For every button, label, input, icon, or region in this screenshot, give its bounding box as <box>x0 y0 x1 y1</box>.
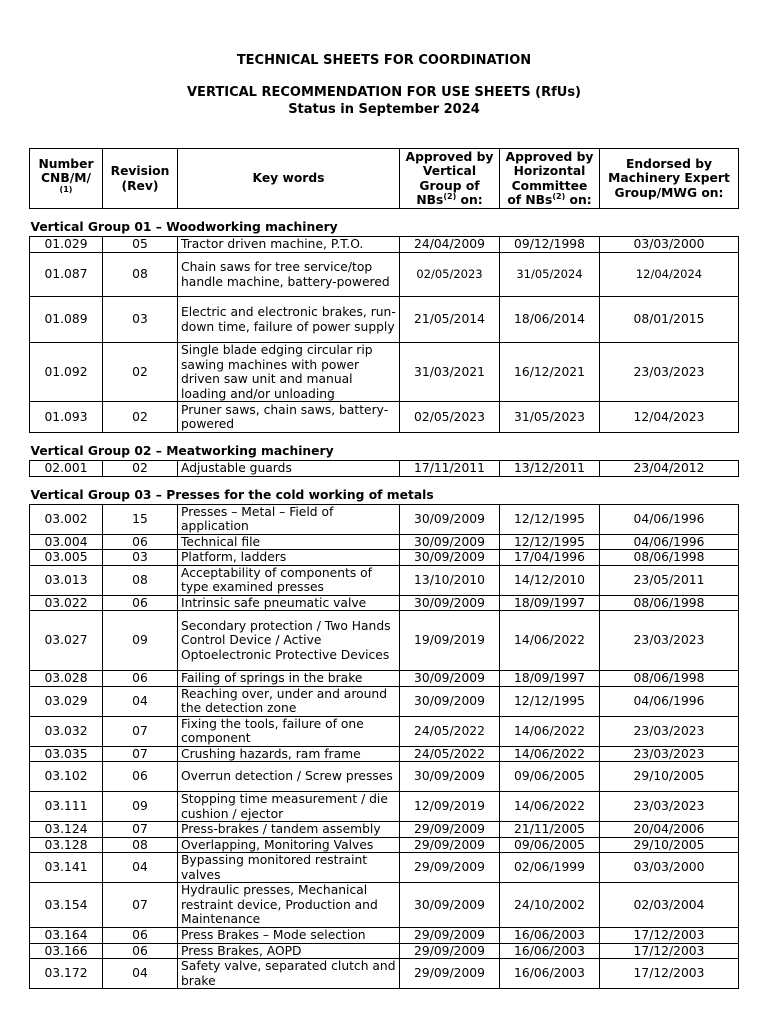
cell-approved-vertical: 24/04/2009 <box>400 237 500 253</box>
rfu-table <box>29 148 739 989</box>
cell-approved-horizontal: 14/06/2022 <box>500 611 600 671</box>
cell-revision: 07 <box>103 822 178 838</box>
cell-number: 01.092 <box>30 343 103 402</box>
table-row <box>30 461 739 477</box>
cell-endorsed: 04/06/1996 <box>600 534 739 550</box>
header-keywords: Key words <box>178 149 400 209</box>
table-body <box>30 209 739 989</box>
cell-approved-horizontal: 18/09/1997 <box>500 671 600 687</box>
cell-number: 03.164 <box>30 928 103 944</box>
cell-number: 03.022 <box>30 595 103 611</box>
header-approved-vertical <box>400 149 500 209</box>
cell-revision: 06 <box>103 943 178 959</box>
table-row <box>30 792 739 822</box>
cell-approved-vertical: 29/09/2009 <box>400 959 500 989</box>
cell-endorsed: 08/06/1998 <box>600 550 739 566</box>
cell-endorsed: 04/06/1996 <box>600 504 739 534</box>
table-row <box>30 686 739 716</box>
cell-revision: 07 <box>103 716 178 746</box>
cell-keywords: Chain saws for tree service/top handle machine, battery-powered <box>178 253 400 297</box>
cell-keywords: Intrinsic safe pneumatic valve <box>178 595 400 611</box>
table-row <box>30 297 739 343</box>
cell-number: 03.124 <box>30 822 103 838</box>
cell-endorsed: 23/03/2023 <box>600 746 739 762</box>
cell-approved-vertical: 30/09/2009 <box>400 595 500 611</box>
cell-revision: 06 <box>103 534 178 550</box>
header-number <box>30 149 103 209</box>
group-header-row <box>30 476 739 504</box>
header-revision: Revision (Rev) <box>103 149 178 209</box>
table-row <box>30 237 739 253</box>
cell-keywords: Failing of springs in the brake <box>178 671 400 687</box>
cell-endorsed: 03/03/2000 <box>600 237 739 253</box>
cell-number: 03.013 <box>30 565 103 595</box>
cell-revision: 09 <box>103 611 178 671</box>
cell-revision: 06 <box>103 671 178 687</box>
cell-keywords: Single blade edging circular rip sawing machines with power driven saw unit and manual loading and/or unloading <box>178 343 400 402</box>
cell-number: 01.029 <box>30 237 103 253</box>
cell-revision: 03 <box>103 550 178 566</box>
cell-approved-vertical: 24/05/2022 <box>400 746 500 762</box>
cell-keywords: Hydraulic presses, Mechanical restraint device, Production and Maintenance <box>178 883 400 928</box>
table-row <box>30 928 739 944</box>
table-row <box>30 746 739 762</box>
cell-approved-horizontal: 16/06/2003 <box>500 943 600 959</box>
table-row <box>30 595 739 611</box>
cell-number: 02.001 <box>30 461 103 477</box>
cell-approved-horizontal: 24/10/2002 <box>500 883 600 928</box>
table-row <box>30 611 739 671</box>
cell-keywords: Presses – Metal – Field of application <box>178 504 400 534</box>
cell-endorsed: 12/04/2023 <box>600 402 739 433</box>
header-endorsed: Endorsed by Machinery Expert Group/MWG on: <box>600 149 739 209</box>
cell-endorsed: 08/06/1998 <box>600 671 739 687</box>
cell-approved-vertical: 17/11/2011 <box>400 461 500 477</box>
header-approved-vertical-note: (2) <box>443 191 457 201</box>
cell-approved-vertical: 13/10/2010 <box>400 565 500 595</box>
cell-endorsed: 29/10/2005 <box>600 837 739 853</box>
cell-approved-horizontal: 14/06/2022 <box>500 792 600 822</box>
cell-number: 01.093 <box>30 402 103 433</box>
group-title: Vertical Group 03 – Presses for the cold working of metals <box>30 476 739 504</box>
header-approved-horizontal-note: (2) <box>552 191 566 201</box>
cell-keywords: Tractor driven machine, P.T.O. <box>178 237 400 253</box>
cell-approved-horizontal: 16/12/2021 <box>500 343 600 402</box>
cell-approved-horizontal: 12/12/1995 <box>500 504 600 534</box>
cell-keywords: Secondary protection / Two Hands Control Device / Active Optoelectronic Protective Devices <box>178 611 400 671</box>
header-approved-vertical-text: Approved by Vertical Group of NBs <box>405 149 494 207</box>
cell-number: 03.002 <box>30 504 103 534</box>
cell-revision: 06 <box>103 762 178 792</box>
table-row <box>30 853 739 883</box>
table-row <box>30 822 739 838</box>
document-status: Status in September 2024 <box>288 102 480 117</box>
cell-approved-vertical: 30/09/2009 <box>400 504 500 534</box>
header-approved-horizontal <box>500 149 600 209</box>
cell-approved-vertical: 30/09/2009 <box>400 550 500 566</box>
cell-approved-vertical: 29/09/2009 <box>400 943 500 959</box>
cell-number: 03.028 <box>30 671 103 687</box>
cell-endorsed: 03/03/2000 <box>600 853 739 883</box>
cell-approved-vertical: 30/09/2009 <box>400 671 500 687</box>
table-row <box>30 837 739 853</box>
header-number-line1: Number <box>38 156 94 171</box>
cell-approved-horizontal: 13/12/2011 <box>500 461 600 477</box>
cell-approved-horizontal: 09/06/2005 <box>500 762 600 792</box>
group-title: Vertical Group 02 – Meatworking machinery <box>30 433 739 461</box>
cell-approved-horizontal: 14/06/2022 <box>500 716 600 746</box>
cell-revision: 04 <box>103 853 178 883</box>
table-row <box>30 550 739 566</box>
header-approved-vertical-suffix: on: <box>456 193 483 207</box>
cell-approved-horizontal: 14/12/2010 <box>500 565 600 595</box>
cell-approved-horizontal: 02/06/1999 <box>500 853 600 883</box>
cell-approved-horizontal: 18/09/1997 <box>500 595 600 611</box>
table-row <box>30 716 739 746</box>
cell-approved-horizontal: 09/12/1998 <box>500 237 600 253</box>
cell-approved-horizontal: 09/06/2005 <box>500 837 600 853</box>
cell-approved-vertical: 29/09/2009 <box>400 853 500 883</box>
cell-endorsed: 08/06/1998 <box>600 595 739 611</box>
group-header-row <box>30 433 739 461</box>
cell-endorsed: 23/03/2023 <box>600 792 739 822</box>
cell-number: 03.004 <box>30 534 103 550</box>
cell-endorsed: 23/05/2011 <box>600 565 739 595</box>
cell-revision: 05 <box>103 237 178 253</box>
cell-approved-horizontal: 31/05/2024 <box>500 253 600 297</box>
cell-approved-horizontal: 21/11/2005 <box>500 822 600 838</box>
table-row <box>30 534 739 550</box>
cell-number: 03.141 <box>30 853 103 883</box>
cell-approved-vertical: 30/09/2009 <box>400 762 500 792</box>
cell-revision: 03 <box>103 297 178 343</box>
table-row <box>30 565 739 595</box>
cell-revision: 02 <box>103 343 178 402</box>
cell-endorsed: 04/06/1996 <box>600 686 739 716</box>
table-row <box>30 671 739 687</box>
document-subtitle: VERTICAL RECOMMENDATION FOR USE SHEETS (RfUs) <box>187 85 581 100</box>
cell-approved-vertical: 29/09/2009 <box>400 928 500 944</box>
cell-number: 03.035 <box>30 746 103 762</box>
cell-number: 03.111 <box>30 792 103 822</box>
table-row <box>30 253 739 297</box>
cell-keywords: Press Brakes, AOPD <box>178 943 400 959</box>
cell-endorsed: 23/03/2023 <box>600 343 739 402</box>
cell-endorsed: 23/03/2023 <box>600 611 739 671</box>
cell-keywords: Acceptability of components of type examined presses <box>178 565 400 595</box>
cell-number: 03.166 <box>30 943 103 959</box>
cell-revision: 08 <box>103 253 178 297</box>
table-row <box>30 504 739 534</box>
cell-number: 01.087 <box>30 253 103 297</box>
cell-keywords: Pruner saws, chain saws, battery-powered <box>178 402 400 433</box>
cell-approved-vertical: 31/03/2021 <box>400 343 500 402</box>
cell-approved-vertical: 02/05/2023 <box>400 402 500 433</box>
cell-number: 03.172 <box>30 959 103 989</box>
cell-approved-vertical: 12/09/2019 <box>400 792 500 822</box>
cell-endorsed: 02/03/2004 <box>600 883 739 928</box>
table-row <box>30 343 739 402</box>
cell-endorsed: 17/12/2003 <box>600 959 739 989</box>
cell-approved-vertical: 19/09/2019 <box>400 611 500 671</box>
cell-approved-vertical: 30/09/2009 <box>400 686 500 716</box>
cell-keywords: Crushing hazards, ram frame <box>178 746 400 762</box>
cell-number: 03.029 <box>30 686 103 716</box>
cell-endorsed: 08/01/2015 <box>600 297 739 343</box>
table-row <box>30 762 739 792</box>
table-row <box>30 402 739 433</box>
cell-number: 03.128 <box>30 837 103 853</box>
cell-keywords: Adjustable guards <box>178 461 400 477</box>
header-row <box>30 149 739 209</box>
cell-revision: 02 <box>103 402 178 433</box>
cell-keywords: Platform, ladders <box>178 550 400 566</box>
cell-keywords: Electric and electronic brakes, run-down time, failure of power supply <box>178 297 400 343</box>
cell-revision: 04 <box>103 959 178 989</box>
cell-endorsed: 12/04/2024 <box>600 253 739 297</box>
cell-revision: 07 <box>103 883 178 928</box>
cell-number: 03.102 <box>30 762 103 792</box>
cell-approved-horizontal: 17/04/1996 <box>500 550 600 566</box>
cell-endorsed: 29/10/2005 <box>600 762 739 792</box>
cell-number: 03.005 <box>30 550 103 566</box>
cell-approved-horizontal: 14/06/2022 <box>500 746 600 762</box>
cell-keywords: Press-brakes / tandem assembly <box>178 822 400 838</box>
cell-approved-horizontal: 31/05/2023 <box>500 402 600 433</box>
cell-approved-vertical: 30/09/2009 <box>400 534 500 550</box>
cell-endorsed: 17/12/2003 <box>600 943 739 959</box>
cell-approved-vertical: 30/09/2009 <box>400 883 500 928</box>
cell-revision: 06 <box>103 928 178 944</box>
cell-number: 01.089 <box>30 297 103 343</box>
cell-approved-horizontal: 16/06/2003 <box>500 928 600 944</box>
cell-endorsed: 23/04/2012 <box>600 461 739 477</box>
title-block <box>0 52 768 118</box>
cell-keywords: Overrun detection / Screw presses <box>178 762 400 792</box>
cell-endorsed: 23/03/2023 <box>600 716 739 746</box>
cell-approved-horizontal: 12/12/1995 <box>500 534 600 550</box>
group-title: Vertical Group 01 – Woodworking machinery <box>30 209 739 237</box>
cell-keywords: Bypassing monitored restraint valves <box>178 853 400 883</box>
cell-keywords: Stopping time measurement / die cushion / ejector <box>178 792 400 822</box>
cell-number: 03.027 <box>30 611 103 671</box>
cell-keywords: Overlapping, Monitoring Valves <box>178 837 400 853</box>
cell-approved-vertical: 21/05/2014 <box>400 297 500 343</box>
cell-approved-vertical: 29/09/2009 <box>400 822 500 838</box>
cell-revision: 08 <box>103 565 178 595</box>
cell-revision: 06 <box>103 595 178 611</box>
cell-keywords: Fixing the tools, failure of one component <box>178 716 400 746</box>
document-title: TECHNICAL SHEETS FOR COORDINATION <box>236 53 532 68</box>
cell-number: 03.032 <box>30 716 103 746</box>
cell-revision: 02 <box>103 461 178 477</box>
table-row <box>30 883 739 928</box>
cell-endorsed: 17/12/2003 <box>600 928 739 944</box>
table-row <box>30 943 739 959</box>
cell-approved-vertical: 02/05/2023 <box>400 253 500 297</box>
cell-revision: 15 <box>103 504 178 534</box>
cell-approved-vertical: 29/09/2009 <box>400 837 500 853</box>
header-number-note: (1) <box>59 184 73 194</box>
cell-endorsed: 20/04/2006 <box>600 822 739 838</box>
cell-approved-horizontal: 18/06/2014 <box>500 297 600 343</box>
cell-approved-vertical: 24/05/2022 <box>400 716 500 746</box>
group-header-row <box>30 209 739 237</box>
cell-revision: 08 <box>103 837 178 853</box>
cell-revision: 09 <box>103 792 178 822</box>
cell-keywords: Safety valve, separated clutch and brake <box>178 959 400 989</box>
cell-keywords: Technical file <box>178 534 400 550</box>
cell-keywords: Press Brakes – Mode selection <box>178 928 400 944</box>
header-approved-horizontal-text: Approved by Horizontal Committee of NBs <box>505 149 594 207</box>
cell-keywords: Reaching over, under and around the detection zone <box>178 686 400 716</box>
header-number-line2: CNB/M/ <box>41 171 91 186</box>
cell-number: 03.154 <box>30 883 103 928</box>
cell-approved-horizontal: 16/06/2003 <box>500 959 600 989</box>
table-row <box>30 959 739 989</box>
cell-approved-horizontal: 12/12/1995 <box>500 686 600 716</box>
header-approved-horizontal-suffix: on: <box>565 193 592 207</box>
cell-revision: 07 <box>103 746 178 762</box>
cell-revision: 04 <box>103 686 178 716</box>
